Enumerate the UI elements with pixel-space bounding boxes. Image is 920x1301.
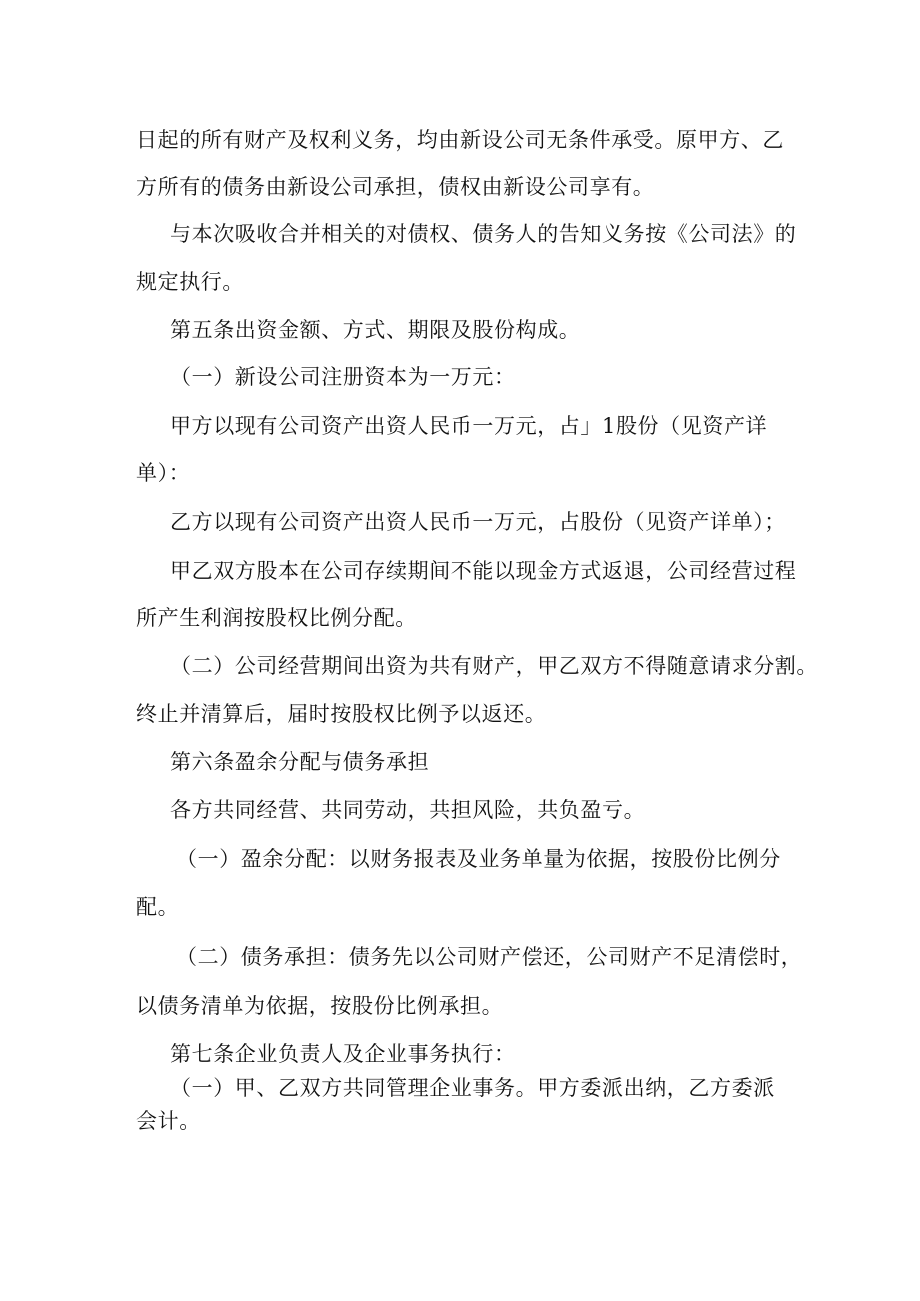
text-line-10: 甲乙双方股本在公司存续期间不能以现金方式返退，公司经营过程: [170, 559, 797, 583]
text-line-15: 各方共同经营、共同劳动，共担风险，共负盈亏。: [170, 798, 646, 822]
text-line-21: （一）甲、乙双方共同管理企业事务。甲方委派出纳，乙方委派: [170, 1076, 775, 1100]
text-line-19: 以债务清单为依据，按股份比例承担。: [136, 994, 504, 1018]
text-line-4: 规定执行。: [136, 270, 244, 294]
text-line-3: 与本次吸收合并相关的对债权、债务人的告知义务按《公司法》的: [170, 222, 797, 246]
text-line-13: 终止并清算后，届时按股权比例予以返还。: [136, 702, 547, 726]
text-line-22: 会计。: [136, 1109, 201, 1133]
text-line-11: 所产生利润按股权比例分配。: [136, 606, 417, 630]
text-line-20: 第七条企业负责人及企业事务执行：: [170, 1042, 516, 1066]
text-line-1: 日起的所有财产及权利义务，均由新设公司无条件承受。原甲方、乙: [136, 128, 784, 152]
text-line-12: （二）公司经营期间出资为共有财产，甲乙双方不得随意请求分割。: [170, 654, 818, 678]
text-line-5: 第五条出资金额、方式、期限及股份构成。: [170, 318, 581, 342]
text-line-7: 甲方以现有公司资产出资人民币一万元，占」1股份（见资产详: [170, 414, 768, 438]
text-line-16: （一）盈余分配：以财务报表及业务单量为依据，按股份比例分: [176, 847, 781, 871]
text-line-2: 方所有的债务由新设公司承担，债权由新设公司享有。: [136, 175, 655, 199]
text-line-17: 配。: [136, 895, 180, 919]
text-line-18: （二）债务承担：债务先以公司财产偿还，公司财产不足清偿时，: [176, 945, 803, 969]
text-line-8: 单）：: [136, 461, 191, 485]
text-line-9: 乙方以现有公司资产出资人民币一万元，占股份（见资产详单）；: [170, 510, 786, 534]
text-line-6: （一）新设公司注册资本为一万元：: [170, 365, 516, 389]
text-line-14: 第六条盈余分配与债务承担: [170, 750, 430, 774]
